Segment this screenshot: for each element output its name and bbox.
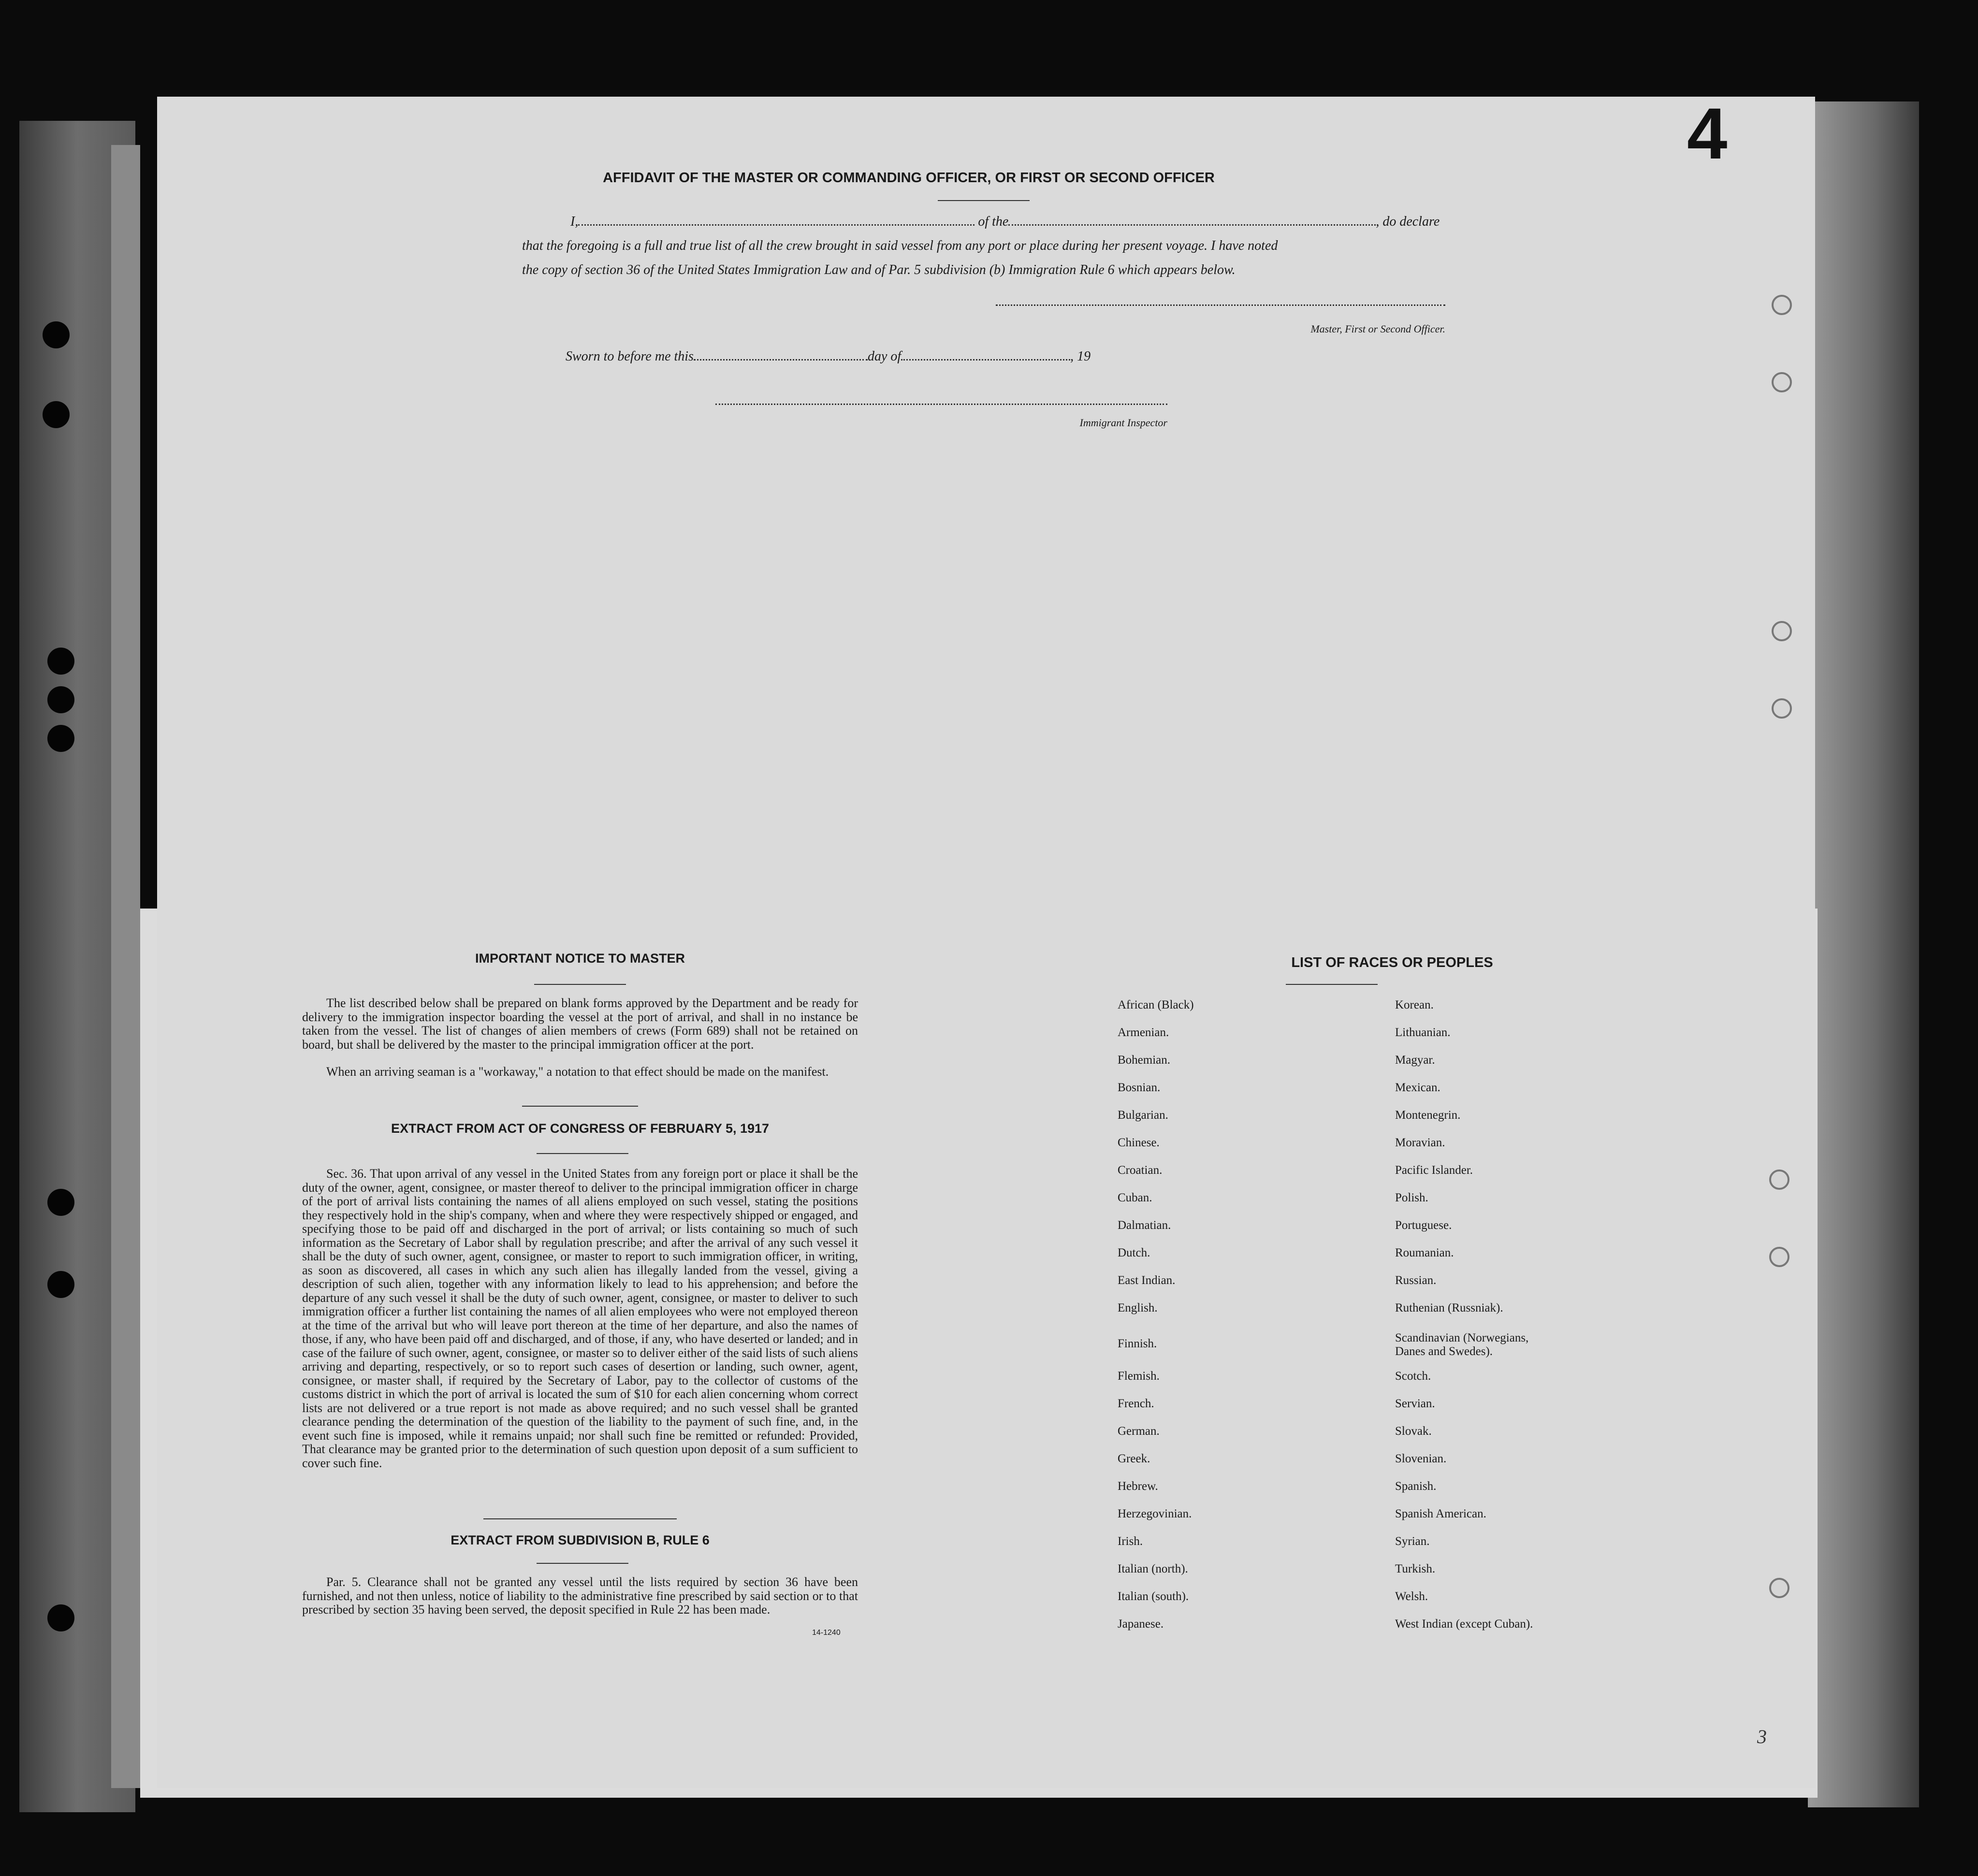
race-item: Slovak. <box>1395 1425 1432 1438</box>
race-item: Magyar. <box>1395 1053 1435 1067</box>
divider <box>1286 984 1378 985</box>
divider <box>938 200 1030 201</box>
race-item: Finnish. <box>1118 1337 1157 1350</box>
divider <box>483 1518 677 1519</box>
divider <box>534 984 626 985</box>
binder-hole <box>47 1604 74 1631</box>
notice-title: IMPORTANT NOTICE TO MASTER <box>475 951 685 966</box>
race-item: Moravian. <box>1395 1136 1445 1149</box>
race-item: Armenian. <box>1118 1026 1169 1039</box>
notice-paragraph-2: When an arriving seaman is a "workaway," a notation to that effect should be made on the manifest. <box>326 1065 829 1079</box>
vessel-blank[interactable] <box>1008 224 1376 226</box>
race-item: Polish. <box>1395 1191 1428 1204</box>
race-item: Chinese. <box>1118 1136 1160 1149</box>
race-item: Cuban. <box>1118 1191 1152 1204</box>
race-item: Pacific Islander. <box>1395 1164 1473 1177</box>
day-blank[interactable] <box>694 359 868 361</box>
race-item: German. <box>1118 1425 1160 1438</box>
binder-edge <box>111 145 140 1788</box>
race-item: Welsh. <box>1395 1590 1428 1603</box>
race-item: Croatian. <box>1118 1164 1163 1177</box>
race-item: Irish. <box>1118 1535 1143 1548</box>
declaration-text: , do declare <box>1376 214 1440 229</box>
race-item: Syrian. <box>1395 1535 1430 1548</box>
race-item: Herzegovinian. <box>1118 1507 1192 1520</box>
race-item: Korean. <box>1395 998 1434 1011</box>
race-item: Italian (south). <box>1118 1590 1189 1603</box>
punch-hole <box>1769 1247 1789 1267</box>
races-title: LIST OF RACES OR PEOPLES <box>1291 955 1493 970</box>
race-item: English. <box>1118 1301 1158 1314</box>
divider <box>522 1106 638 1107</box>
punch-hole <box>1772 621 1792 641</box>
binder-hole <box>47 725 74 752</box>
divider <box>537 1153 628 1154</box>
race-item: Ruthenian (Russniak). <box>1395 1301 1503 1314</box>
sworn-text: Sworn to before me this <box>566 349 694 364</box>
race-item: East Indian. <box>1118 1274 1176 1287</box>
binder-hole <box>47 686 74 713</box>
race-item: Montenegrin. <box>1395 1109 1461 1122</box>
race-item: Scandinavian (Norwegians, Danes and Swedes). <box>1395 1331 1529 1358</box>
binder-hole <box>47 1271 74 1298</box>
binder-hole <box>43 321 70 348</box>
notice-paragraph-1: The list described below shall be prepared on blank forms approved by the Department and be ready for delivery to the immigration inspector boarding the vessel at the port of arrival, and shall in no instance be taken from the vessel. The list of changes of alien members of crews (Form 689) shall not be retained on board, but shall be delivered by the master to the principal immigration officer at the port. <box>302 996 858 1052</box>
declaration-line-1 <box>570 214 1440 230</box>
sworn-text: , 19 <box>1070 349 1091 364</box>
sworn-text: day of <box>867 349 902 364</box>
page-stack-edge <box>1808 101 1919 1807</box>
punch-hole <box>1769 1578 1789 1598</box>
race-item: Bohemian. <box>1118 1053 1171 1067</box>
punch-hole <box>1769 1169 1789 1190</box>
section-36-text: Sec. 36. That upon arrival of any vessel in the United States from any foreign port or place it shall be the duty of the owner, agent, consignee, or master thereof to deliver to the principal immigration officer in charge of the port of arrival lists containing the names of all aliens employed on such vessel, stating the positions they respectively hold in the ship's company, when and where they were respectively shipped or engaged, and specifying those to be paid off and discharged in the port of arrival; or lists containing so much of such information as the Secretary of Labor shall by regulation prescribe; and after the arrival of any such vessel it shall be the duty of such owner, agent, consignee, or master to report to such immigration officer, in writing, as soon as discovered, all cases in which any such alien has illegally landed from the vessel, giving a description of such alien, together with any information likely to lead to his apprehension; and before the departure of any such vessel it shall be the duty of such owner, agent, consignee, or master to deliver to such immigration officer a further list containing the names of all alien employees who were not employed thereon at the time of the arrival but who will leave port thereon at the time of her departure, and also the names of those, if any, who have been paid off and discharged, and of those, if any, who have deserted or landed; and in case of the failure of such owner, agent, consignee, or master so to deliver either of the said lists of such aliens arriving and departing, respectively, or so to report such cases of desertion or landing, such owner, agent, consignee, or master shall, if required by the Secretary of Labor, pay to the collector of customs of the customs district in which the port of arrival is located the sum of $10 for each alien concerning whom correct lists are not delivered or a true report is not made as above required; and no such vessel shall be granted clearance pending the determination of the question of the liability to the payment of such fine, and, in the event such fine is imposed, while it remains unpaid; nor shall such fine be remitted or refunded: Provided, That clearance may be granted prior to the determination of such question upon deposit of a sum sufficient to cover such fine. <box>302 1167 858 1470</box>
race-item: Greek. <box>1118 1452 1150 1465</box>
race-item: Japanese. <box>1118 1617 1164 1631</box>
declaration-line-3: the copy of section 36 of the United States Immigration Law and of Par. 5 subdivision (b) Immigration Rule 6 which appears below. <box>522 262 1236 277</box>
affidavit-title: AFFIDAVIT OF THE MASTER OR COMMANDING OFFICER, OR FIRST OR SECOND OFFICER <box>603 170 1215 186</box>
form-number: 14-1240 <box>812 1629 841 1637</box>
inspector-caption: Immigrant Inspector <box>1079 417 1167 429</box>
race-item: Bosnian. <box>1118 1081 1161 1094</box>
declaration-text: I, <box>570 214 579 229</box>
race-item: Portuguese. <box>1395 1219 1452 1232</box>
divider <box>537 1563 628 1564</box>
name-blank[interactable] <box>578 224 974 226</box>
declaration-text: of the <box>978 214 1009 229</box>
sworn-line <box>566 349 1091 364</box>
binder-hole <box>47 648 74 675</box>
race-item: French. <box>1118 1397 1154 1410</box>
binder-hole <box>47 1189 74 1216</box>
race-item: Lithuanian. <box>1395 1026 1451 1039</box>
race-item: West Indian (except Cuban). <box>1395 1617 1533 1631</box>
margin-mark: 3 <box>1757 1726 1767 1747</box>
race-item: Spanish. <box>1395 1480 1437 1493</box>
race-item: Scotch. <box>1395 1370 1431 1383</box>
race-item: Spanish American. <box>1395 1507 1486 1520</box>
punch-hole <box>1772 372 1792 392</box>
race-item: Flemish. <box>1118 1370 1160 1383</box>
race-item: Turkish. <box>1395 1562 1436 1575</box>
race-item: Servian. <box>1395 1397 1435 1410</box>
race-item: Slovenian. <box>1395 1452 1447 1465</box>
punch-hole <box>1772 295 1792 315</box>
race-item: Dalmatian. <box>1118 1219 1171 1232</box>
par-5-text: Par. 5. Clearance shall not be granted any vessel until the lists required by section 36 have been furnished, and not then unless, notice of liability to the administrative fine prescribed by said section or to that prescribed by section 35 having been served, the deposit specified in Rule 22 has been made. <box>302 1575 858 1616</box>
race-item: Hebrew. <box>1118 1480 1158 1493</box>
act-extract-title: EXTRACT FROM ACT OF CONGRESS OF FEBRUARY 5, 1917 <box>391 1121 770 1136</box>
punch-hole <box>1772 698 1792 719</box>
race-item: Bulgarian. <box>1118 1109 1168 1122</box>
signature-caption: Master, First or Second Officer. <box>1310 323 1445 335</box>
race-item: African (Black) <box>1118 998 1194 1011</box>
page-number: 4 <box>1687 93 1728 174</box>
signature-line[interactable] <box>996 304 1445 306</box>
declaration-line-2: that the foregoing is a full and true list of all the crew brought in said vessel from any port or place during her present voyage. I have noted <box>522 238 1278 253</box>
race-item: Roumanian. <box>1395 1246 1454 1259</box>
race-item: Mexican. <box>1395 1081 1440 1094</box>
inspector-signature-line[interactable] <box>715 404 1167 405</box>
race-item: Russian. <box>1395 1274 1437 1287</box>
binder-hole <box>43 401 70 428</box>
month-blank[interactable] <box>901 359 1070 361</box>
race-item: Dutch. <box>1118 1246 1150 1259</box>
race-item: Italian (north). <box>1118 1562 1188 1575</box>
rule-extract-title: EXTRACT FROM SUBDIVISION B, RULE 6 <box>451 1533 710 1547</box>
